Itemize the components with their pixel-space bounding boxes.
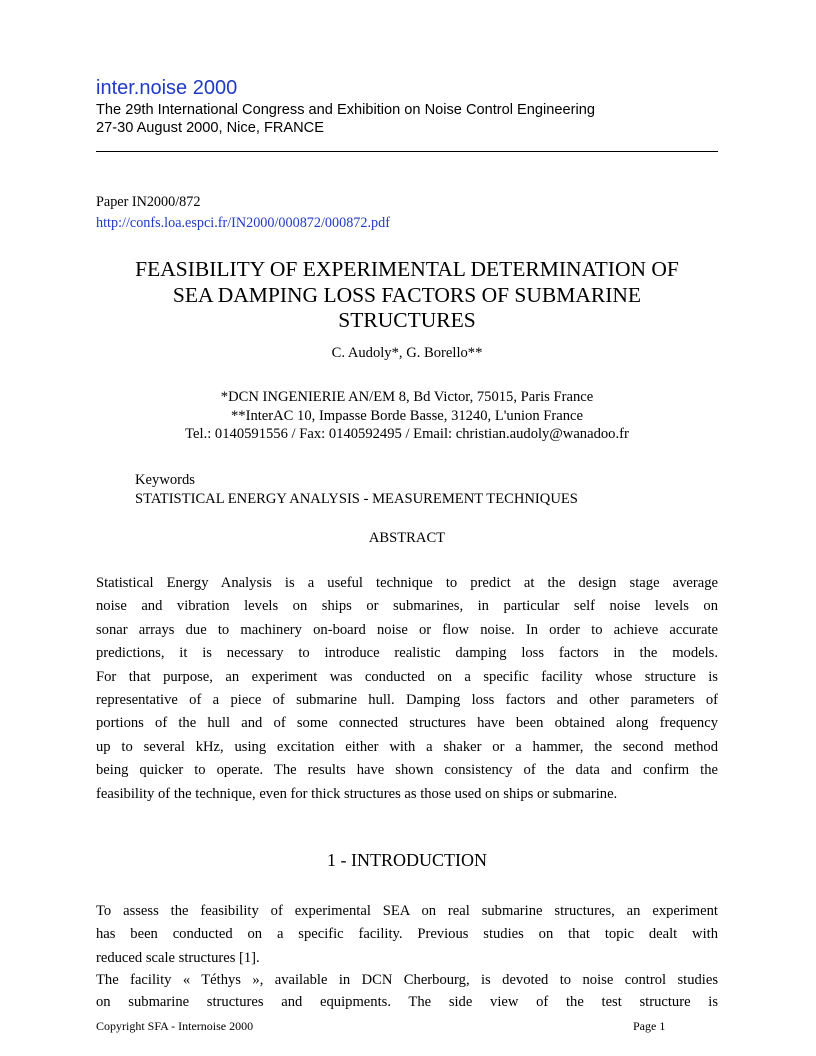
abstract-heading: ABSTRACT [368,530,446,546]
abstract-line: For that purpose, an experiment was conducted on a specific facility whose structure is [96,668,718,685]
conference-header [96,76,718,137]
introduction-heading: 1 - INTRODUCTION [327,850,487,870]
intro-line: reduced scale structures [1]. [96,949,260,966]
paper-title [96,257,718,334]
conference-name: inter.noise 2000 [96,77,238,99]
intro-line: has been conducted on a specific facility. Previous studies on that topic dealt with [96,926,718,943]
abstract-line: predictions, it is necessary to introduce realistic damping loss factors in the models. [96,645,718,662]
title-line: FEASIBILITY OF EXPERIMENTAL DETERMINATION OF [135,257,679,281]
conference-dates-place: 27-30 August 2000, Nice, FRANCE [96,120,324,136]
introduction-paragraph-2 [96,969,718,1012]
abstract-body [96,572,718,806]
keywords-value: STATISTICAL ENERGY ANALYSIS - MEASUREMENT TECHNIQUES [135,491,578,507]
affiliation-line: **InterAC 10, Impasse Borde Basse, 31240, L'union France [230,407,583,424]
title-line: SEA DAMPING LOSS FACTORS OF SUBMARINE [172,282,642,307]
congress-title: The 29th International Congress and Exhibition on Noise Control Engineering [96,102,595,118]
affiliation-line: *DCN INGENIERIE AN/EM 8, Bd Victor, 75015, Paris France [220,389,594,405]
intro-line: To assess the feasibility of experimental SEA on real submarine structures, an experiment [96,903,718,919]
footer-copyright: Copyright SFA - Internoise 2000 [96,1019,254,1033]
paper-id: Paper IN2000/872 [96,194,201,210]
keywords-label: Keywords [135,472,195,488]
paper-authors: C. Audoly*, G. Borello** [331,345,483,361]
title-line: STRUCTURES [338,308,476,332]
abstract-line: sonar arrays due to machinery on-board noise or flow noise. In order to achieve accurate [96,621,718,638]
intro-line: The facility « Téthys », available in DCN Cherbourg, is devoted to noise control studies [96,972,718,988]
abstract-line: up to several kHz, using excitation either with a shaker or a hammer, the second method [96,738,718,755]
intro-line: on submarine structures and equipments. The side view of the test structure is [96,994,718,1011]
abstract-line: feasibility of the technique, even for thick structures as those used on ships or submarine. [96,785,618,802]
abstract-line: noise and vibration levels on ships or submarines, in particular self noise levels on [96,598,718,615]
abstract-line: portions of the hull and of some connected structures have been obtained along frequency [96,715,718,732]
affiliations [96,388,718,444]
contact-line: Tel.: 0140591556 / Fax: 0140592495 / Email: christian.audoly@wanadoo.fr [185,426,629,442]
introduction-paragraph-1 [96,900,718,970]
header-rule [96,151,718,152]
footer-page-number: Page 1 [633,1019,666,1033]
abstract-line: Statistical Energy Analysis is a useful technique to predict at the design stage average [96,575,718,591]
abstract-line: representative of a piece of submarine hull. Damping loss factors and other parameters of [96,692,718,709]
abstract-line: being quicker to operate. The results have shown consistency of the data and confirm the [96,762,718,779]
paper-url-link[interactable]: http://confs.loa.espci.fr/IN2000/000872/000872.pdf [96,215,390,231]
